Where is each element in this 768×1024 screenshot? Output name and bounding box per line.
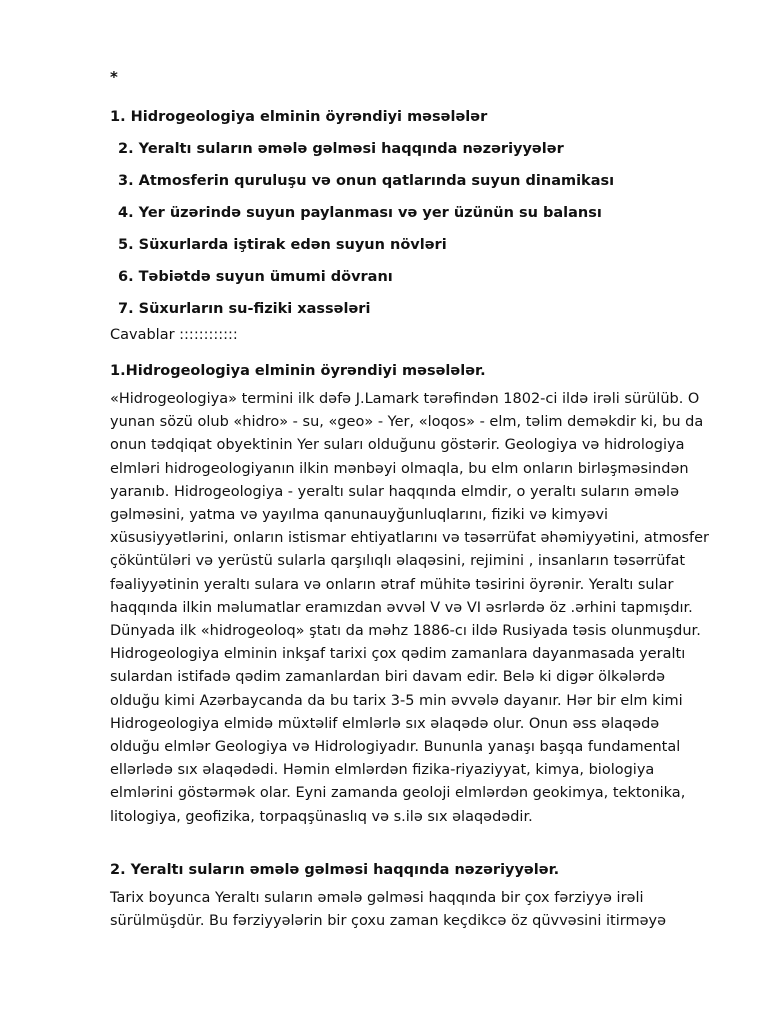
text-line: gəlməsini, yatma və yayılma qanunauyğunluqlarını, fiziki və kimyəvi [110, 507, 609, 524]
answers-label: Cavablar :::::::::::: [110, 327, 238, 343]
text-line: haqqında ilkin məlumatlar eramızdan əvvəl V və VI əsrlərdə öz .ərhini tapmışdır. [110, 599, 693, 616]
section-1-paragraph [110, 388, 710, 829]
text-line: yaranıb. Hidrogeologiya - yeraltı sular haqqında elmdir, o yeraltı suların əmələ [110, 483, 680, 500]
text-line: Hidrogeologiya elmidə müxtəlif elmlərlə sıx əlaqədə olur. Onun əss əlaqədə [110, 715, 660, 732]
text-line: Hidrogeologiya elminin inkşaf tarixi çox qədim zamanlara dayanmasada yeraltı [110, 646, 686, 663]
section-1-heading: 1.Hidrogeologiya elminin öyrəndiyi məsələlər. [110, 363, 486, 379]
text-line: litologiya, geofizika, torpaqşünaslıq və s.ilə sıx əlaqədədir. [110, 808, 533, 825]
text-line: Dünyada ilk «hidrogeoloq» ştatı da məhz 1886-cı ildə Rusiyada təsis olunmuşdur. [110, 623, 701, 640]
question-item: 3. Atmosferin quruluşu və onun qatlarında suyun dinamikası [118, 173, 615, 189]
question-item: 1. Hidrogeologiya elminin öyrəndiyi məsələlər [110, 109, 488, 125]
text-line: sulardan istifadə qədim zamanlardan biri davam edir. Belə ki digər ölkələrdə [110, 669, 666, 686]
asterisk-marker: * [110, 68, 118, 86]
section-2-heading: 2. Yeraltı suların əmələ gəlməsi haqqında nəzəriyyələr. [110, 862, 560, 878]
section-2-paragraph [110, 887, 710, 933]
text-line: olduğu elmlər Geologiya və Hidrologiyadır. Bununla yanaşı başqa fundamental [110, 739, 681, 756]
text-line: elmlərini göstərmək olar. Eyni zamanda geoloji elmlərdən geokimya, tektonika, [110, 785, 686, 802]
question-list [110, 101, 730, 325]
question-item: 2. Yeraltı suların əmələ gəlməsi haqqında nəzəriyyələr [118, 141, 564, 157]
question-item: 7. Süxurların su-fiziki xassələri [118, 301, 371, 317]
text-line: elmləri hidrogeologiyanın ilkin mənbəyi olmaqla, bu elm onların birləşməsindən [110, 460, 689, 477]
text-line: fəaliyyətinin yeraltı sulara və onların ətraf mühitə təsirini öyrənir. Yeraltı sular [110, 576, 674, 593]
text-line: «Hidrogeologiya» termini ilk dəfə J.Lamark tərəfindən 1802-ci ildə irəli sürülüb. O [110, 391, 700, 407]
question-item: 6. Təbiətdə suyun ümumi dövranı [118, 269, 393, 285]
question-item: 4. Yer üzərində suyun paylanması və yer üzünün su balansı [118, 205, 602, 221]
text-line: onun tədqiqat obyektinin Yer suları olduğunu göstərir. Geologiya və hidrologiya [110, 437, 685, 454]
text-line: yunan sözü olub «hidro» - su, «geo» - Yer, «loqos» - elm, təlim deməkdir ki, bu da [110, 414, 704, 431]
text-line: ellərlədə sıx əlaqədədi. Həmin elmlərdən fizika-riyaziyyat, kimya, biologiya [110, 762, 655, 779]
text-line: olduğu kimi Azərbaycanda da bu tarix 3-5 min əvvələ dayanır. Hər bir elm kimi [110, 692, 683, 709]
text-line: çöküntüləri və yerüstü sularla qarşılıqlı əlaqəsini, rejimini , insanların təsərrüfat [110, 553, 686, 570]
text-line: sürülmüşdür. Bu fərziyyələrin bir çoxu zaman keçdikcə öz qüvvəsini itirməyə [110, 913, 666, 930]
text-line: xüsusiyyətlərini, onların istismar ehtiyatlarını və təsərrüfat əhəmiyyətini, atmosfer [110, 530, 710, 547]
question-item: 5. Süxurlarda iştirak edən suyun növləri [118, 237, 447, 253]
text-line: Tarix boyunca Yeraltı suların əmələ gəlməsi haqqında bir çox fərziyyə irəli [110, 890, 644, 906]
